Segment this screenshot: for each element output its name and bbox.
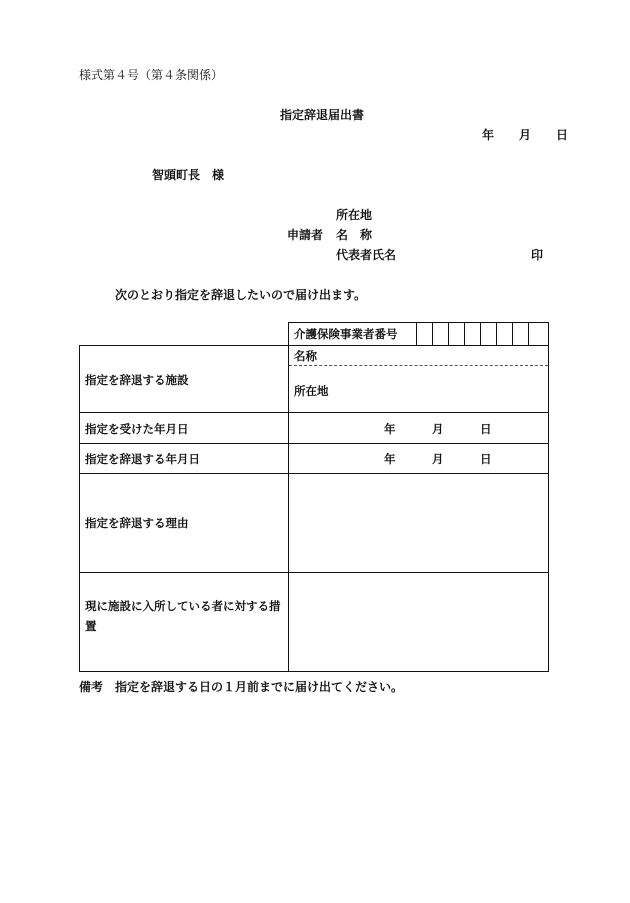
facility-label: 指定を辞退する施設 <box>85 373 189 387</box>
applicant-name-label: 名 称 <box>336 228 373 242</box>
digit-box-divider <box>496 322 497 345</box>
table-border <box>79 345 549 346</box>
digit-box-divider <box>480 322 481 345</box>
withdraw-day: 日 <box>480 452 492 466</box>
received-date-label: 指定を受けた年月日 <box>85 422 189 436</box>
table-border <box>79 345 80 672</box>
form-number: 様式第４号（第４条関係） <box>79 68 224 82</box>
received-month: 月 <box>432 422 444 436</box>
addressee: 智頭町長 様 <box>152 168 225 182</box>
table-border <box>79 572 549 573</box>
seal-mark: 印 <box>531 248 544 262</box>
received-year: 年 <box>384 422 396 436</box>
table-border <box>79 443 549 444</box>
form-table <box>79 322 549 672</box>
reason-label: 指定を辞退する理由 <box>85 516 189 530</box>
digit-box-divider <box>432 322 433 345</box>
table-border <box>288 322 289 672</box>
provider-number-label: 介護保険事業者番号 <box>294 327 398 341</box>
applicant-label: 申請者 <box>287 228 324 242</box>
withdraw-month: 月 <box>432 452 444 466</box>
date-day-label: 日 <box>556 128 569 142</box>
table-border <box>79 671 549 672</box>
withdraw-date-label: 指定を辞退する年月日 <box>85 452 200 466</box>
document-title: 指定辞退届出書 <box>280 108 365 122</box>
date-month-label: 月 <box>519 128 532 142</box>
table-border <box>288 322 549 323</box>
table-border <box>548 322 549 672</box>
table-border <box>79 473 549 474</box>
facility-dashed-divider <box>289 365 548 366</box>
received-day: 日 <box>480 422 492 436</box>
date-year-label: 年 <box>482 128 495 142</box>
digit-box-divider <box>512 322 513 345</box>
intro-text: 次のとおり指定を辞退したいので届け出ます。 <box>115 288 367 302</box>
representative-name-label: 代表者氏名 <box>336 248 397 262</box>
digit-box-divider <box>464 322 465 345</box>
withdraw-year: 年 <box>384 452 396 466</box>
table-border <box>79 412 549 413</box>
facility-name-label: 名称 <box>294 349 317 363</box>
digit-box-divider <box>416 322 417 345</box>
note-text: 備考 指定を辞退する日の１月前までに届け出てください。 <box>79 680 404 694</box>
facility-address-label: 所在地 <box>294 384 329 398</box>
digit-box-divider <box>528 322 529 345</box>
applicant-address-label: 所在地 <box>336 208 373 222</box>
measures-label: 現に施設に入所している者に対する措置 <box>85 599 281 633</box>
digit-box-divider <box>448 322 449 345</box>
